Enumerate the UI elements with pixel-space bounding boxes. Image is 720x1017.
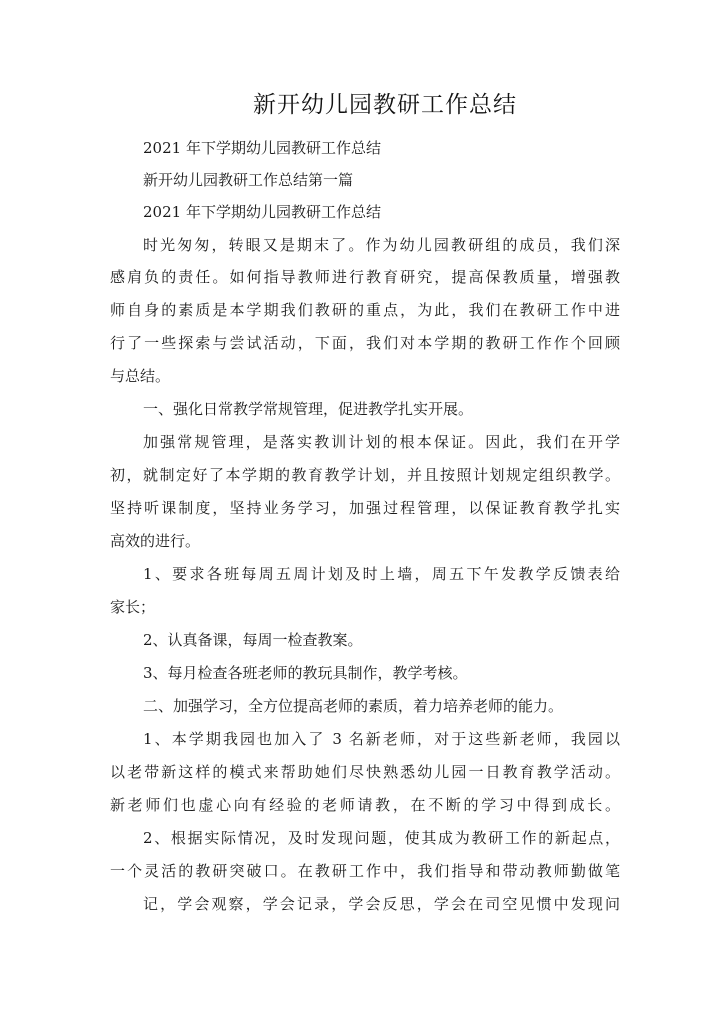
paragraph-line: 初，就制定好了本学期的教育教学计划，并且按照计划规定组织教学。 xyxy=(110,466,620,484)
paragraph-line: 师自身的素质是本学期我们教研的重点，为此，我们在教研工作中进 xyxy=(110,301,620,319)
subtitle-line: 2021 年下学期幼儿园教研工作总结 xyxy=(143,139,381,157)
section-heading: 一、强化日常教学常规管理，促进教学扎实开展。 xyxy=(143,400,474,418)
subtitle-line: 新开幼儿园教研工作总结第一篇 xyxy=(143,171,354,189)
section-heading: 二、加强学习，全方位提高老师的素质，着力培养老师的能力。 xyxy=(143,697,564,715)
paragraph-line: 1、本学期我园也加入了 3 名新老师，对于这些新老师，我园以 xyxy=(143,730,620,748)
paragraph-line: 行了一些探索与尝试活动，下面，我们对本学期的教研工作作个回顾 xyxy=(110,334,620,352)
paragraph-line: 坚持听课制度，坚持业务学习，加强过程管理，以保证教育教学扎实 xyxy=(110,499,620,517)
paragraph-line: 时光匆匆，转眼又是期末了。作为幼儿园教研组的成员，我们深 xyxy=(143,236,620,254)
paragraph-line: 加强常规管理，是落实教训计划的根本保证。因此，我们在开学 xyxy=(143,433,620,451)
paragraph-line: 高效的进行。 xyxy=(110,532,201,550)
subtitle-line: 2021 年下学期幼儿园教研工作总结 xyxy=(143,203,381,221)
paragraph-line: 2、根据实际情况，及时发现问题，使其成为教研工作的新起点， xyxy=(143,829,620,847)
paragraph-line: 记，学会观察，学会记录，学会反思，学会在司空见惯中发现问 xyxy=(143,895,620,913)
list-item-line: 2、认真备课，每周一检查教案。 xyxy=(143,631,363,649)
document-title: 新开幼儿园教研工作总结 xyxy=(253,92,517,118)
paragraph-line: 新老师们也虚心向有经验的老师请教，在不断的学习中得到成长。 xyxy=(110,796,620,814)
list-item-line: 1、要求各班每周五周计划及时上墙，周五下午发教学反馈表给 xyxy=(143,565,620,583)
paragraph-line: 以老带新这样的模式来帮助她们尽快熟悉幼儿园一日教育教学活动。 xyxy=(110,763,620,781)
paragraph-line: 与总结。 xyxy=(110,367,171,385)
list-item-line: 3、每月检查各班老师的教玩具制作，教学考核。 xyxy=(143,664,468,682)
paragraph-line: 一个灵活的教研突破口。在教研工作中，我们指导和带动教师勤做笔 xyxy=(110,862,620,880)
paragraph-line: 感肩负的责任。如何指导教师进行教育研究，提高保教质量，增强教 xyxy=(110,268,620,286)
list-item-line: 家长； xyxy=(110,598,156,616)
